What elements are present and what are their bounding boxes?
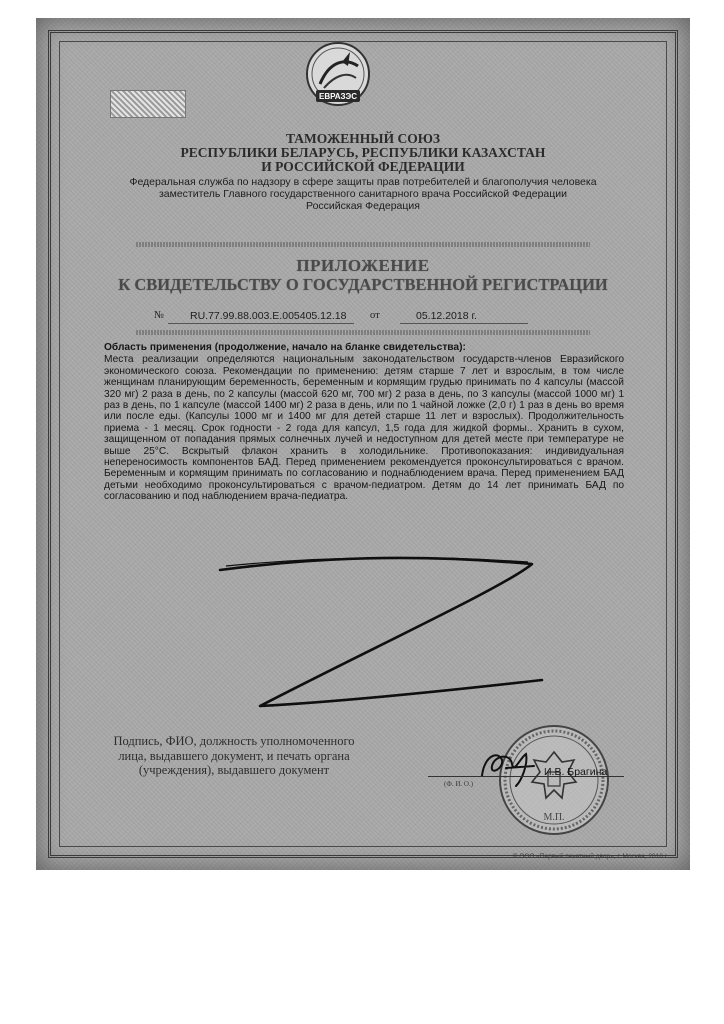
z-line-scrawl bbox=[216, 546, 546, 718]
security-hologram bbox=[110, 90, 186, 118]
signer-name: И.В. Брагина bbox=[544, 766, 608, 778]
signature-caption: (Ф. И. О.) bbox=[444, 780, 474, 788]
title-line-2: К СВИДЕТЕЛЬСТВУ О ГОСУДАРСТВЕННОЙ РЕГИСТРАЦИИ bbox=[118, 275, 608, 294]
union-line: И РОССИЙСКОЙ ФЕДЕРАЦИИ bbox=[261, 159, 465, 174]
signature-label bbox=[94, 734, 374, 778]
union-line: РЕСПУБЛИКИ БЕЛАРУСЬ, РЕСПУБЛИКИ КАЗАХСТАН bbox=[180, 145, 546, 160]
microtext-line bbox=[136, 330, 590, 335]
union-title bbox=[96, 132, 630, 174]
number-label: № bbox=[154, 310, 165, 321]
application-area-text bbox=[104, 342, 624, 503]
logo-text: ЕВРАЗЭС bbox=[318, 92, 358, 101]
registration-date: 05.12.2018 г. bbox=[416, 310, 477, 322]
signature-label-line: лица, выдавшего документ, и печать органа bbox=[118, 748, 350, 763]
document-title bbox=[96, 256, 630, 294]
authority-line: заместитель Главного государственного санитарного врача Российской Федерации bbox=[158, 188, 568, 200]
area-paragraph: Места реализации определяются национальным законодательством государств-членов Евразийского экономического союза. Рекомендации по применению: детям старше 7 лет и взрослым, в том числе женщинам планирующим беременность, беременным и кормящим грудью принимать по 4 капсулы (массой 320 мг) 2 раза в день, по 2 капсулы (массой 620 мг, 700 мг) 2 раза в день, по 3 капсулы (массой 1000 мг) 1 раз в день, по 1 капсуле (массой 1400 мг) 2 раза в день, или по 1 чайной ложке (2,0 г) 1 раз в день во время или после еды. (Капсулы 1000 мг и 1400 мг для детей старше 11 лет и взрослых). Продолжительность приема - 1 месяц. Срок годности - 2 года для капсул, 1,5 года для жидкой формы.. Хранить в сухом, защищенном от попадания прямых солнечных лучей и недоступном для детей месте при температуре не выше 25°С. Вскрытый флакон хранить в холодильнике. Противопоказания: индивидуальная непереносимость компонентов БАД. Перед применением рекомендуется проконсультироваться с врачом. Беременным и кормящим принимать по согласованию и поднаблюдением врача. Перед применением БАД детьми необходимо проконсультироваться с врачом-педиатром. Детям до 14 лет принимать БАД по согласованию и под наблюдением врача-педиатра. bbox=[104, 354, 624, 503]
date-label: от bbox=[370, 310, 380, 321]
signature-label-line: (учреждения), выдавшего документ bbox=[138, 763, 330, 777]
svg-text:М.П.: М.П. bbox=[543, 812, 565, 823]
registration-number: RU.77.99.88.003.E.005405.12.18 bbox=[190, 310, 347, 322]
authority-line: Российская Федерация bbox=[306, 200, 420, 212]
issuing-authority bbox=[96, 176, 630, 212]
date-underline bbox=[400, 323, 528, 324]
title-line-1: ПРИЛОЖЕНИЕ bbox=[296, 256, 430, 275]
eurasec-emblem-icon bbox=[302, 40, 374, 112]
printer-imprint: © ООО «Первый печатный двор», г. Москва, 2018 г. bbox=[512, 853, 668, 860]
union-line: ТАМОЖЕННЫЙ СОЮЗ bbox=[285, 131, 441, 146]
certificate-sheet bbox=[36, 18, 690, 870]
authority-line: Федеральная служба по надзору в сфере защиты прав потребителей и благополучия человека bbox=[129, 176, 597, 188]
area-heading: Область применения (продолжение, начало на бланке свидетельства): bbox=[104, 342, 466, 353]
number-underline bbox=[168, 323, 354, 324]
handwritten-signature bbox=[476, 746, 540, 790]
registration-line bbox=[154, 310, 574, 326]
signature-label-line: Подпись, ФИО, должность уполномоченного bbox=[113, 734, 355, 748]
microtext-line bbox=[136, 242, 590, 247]
